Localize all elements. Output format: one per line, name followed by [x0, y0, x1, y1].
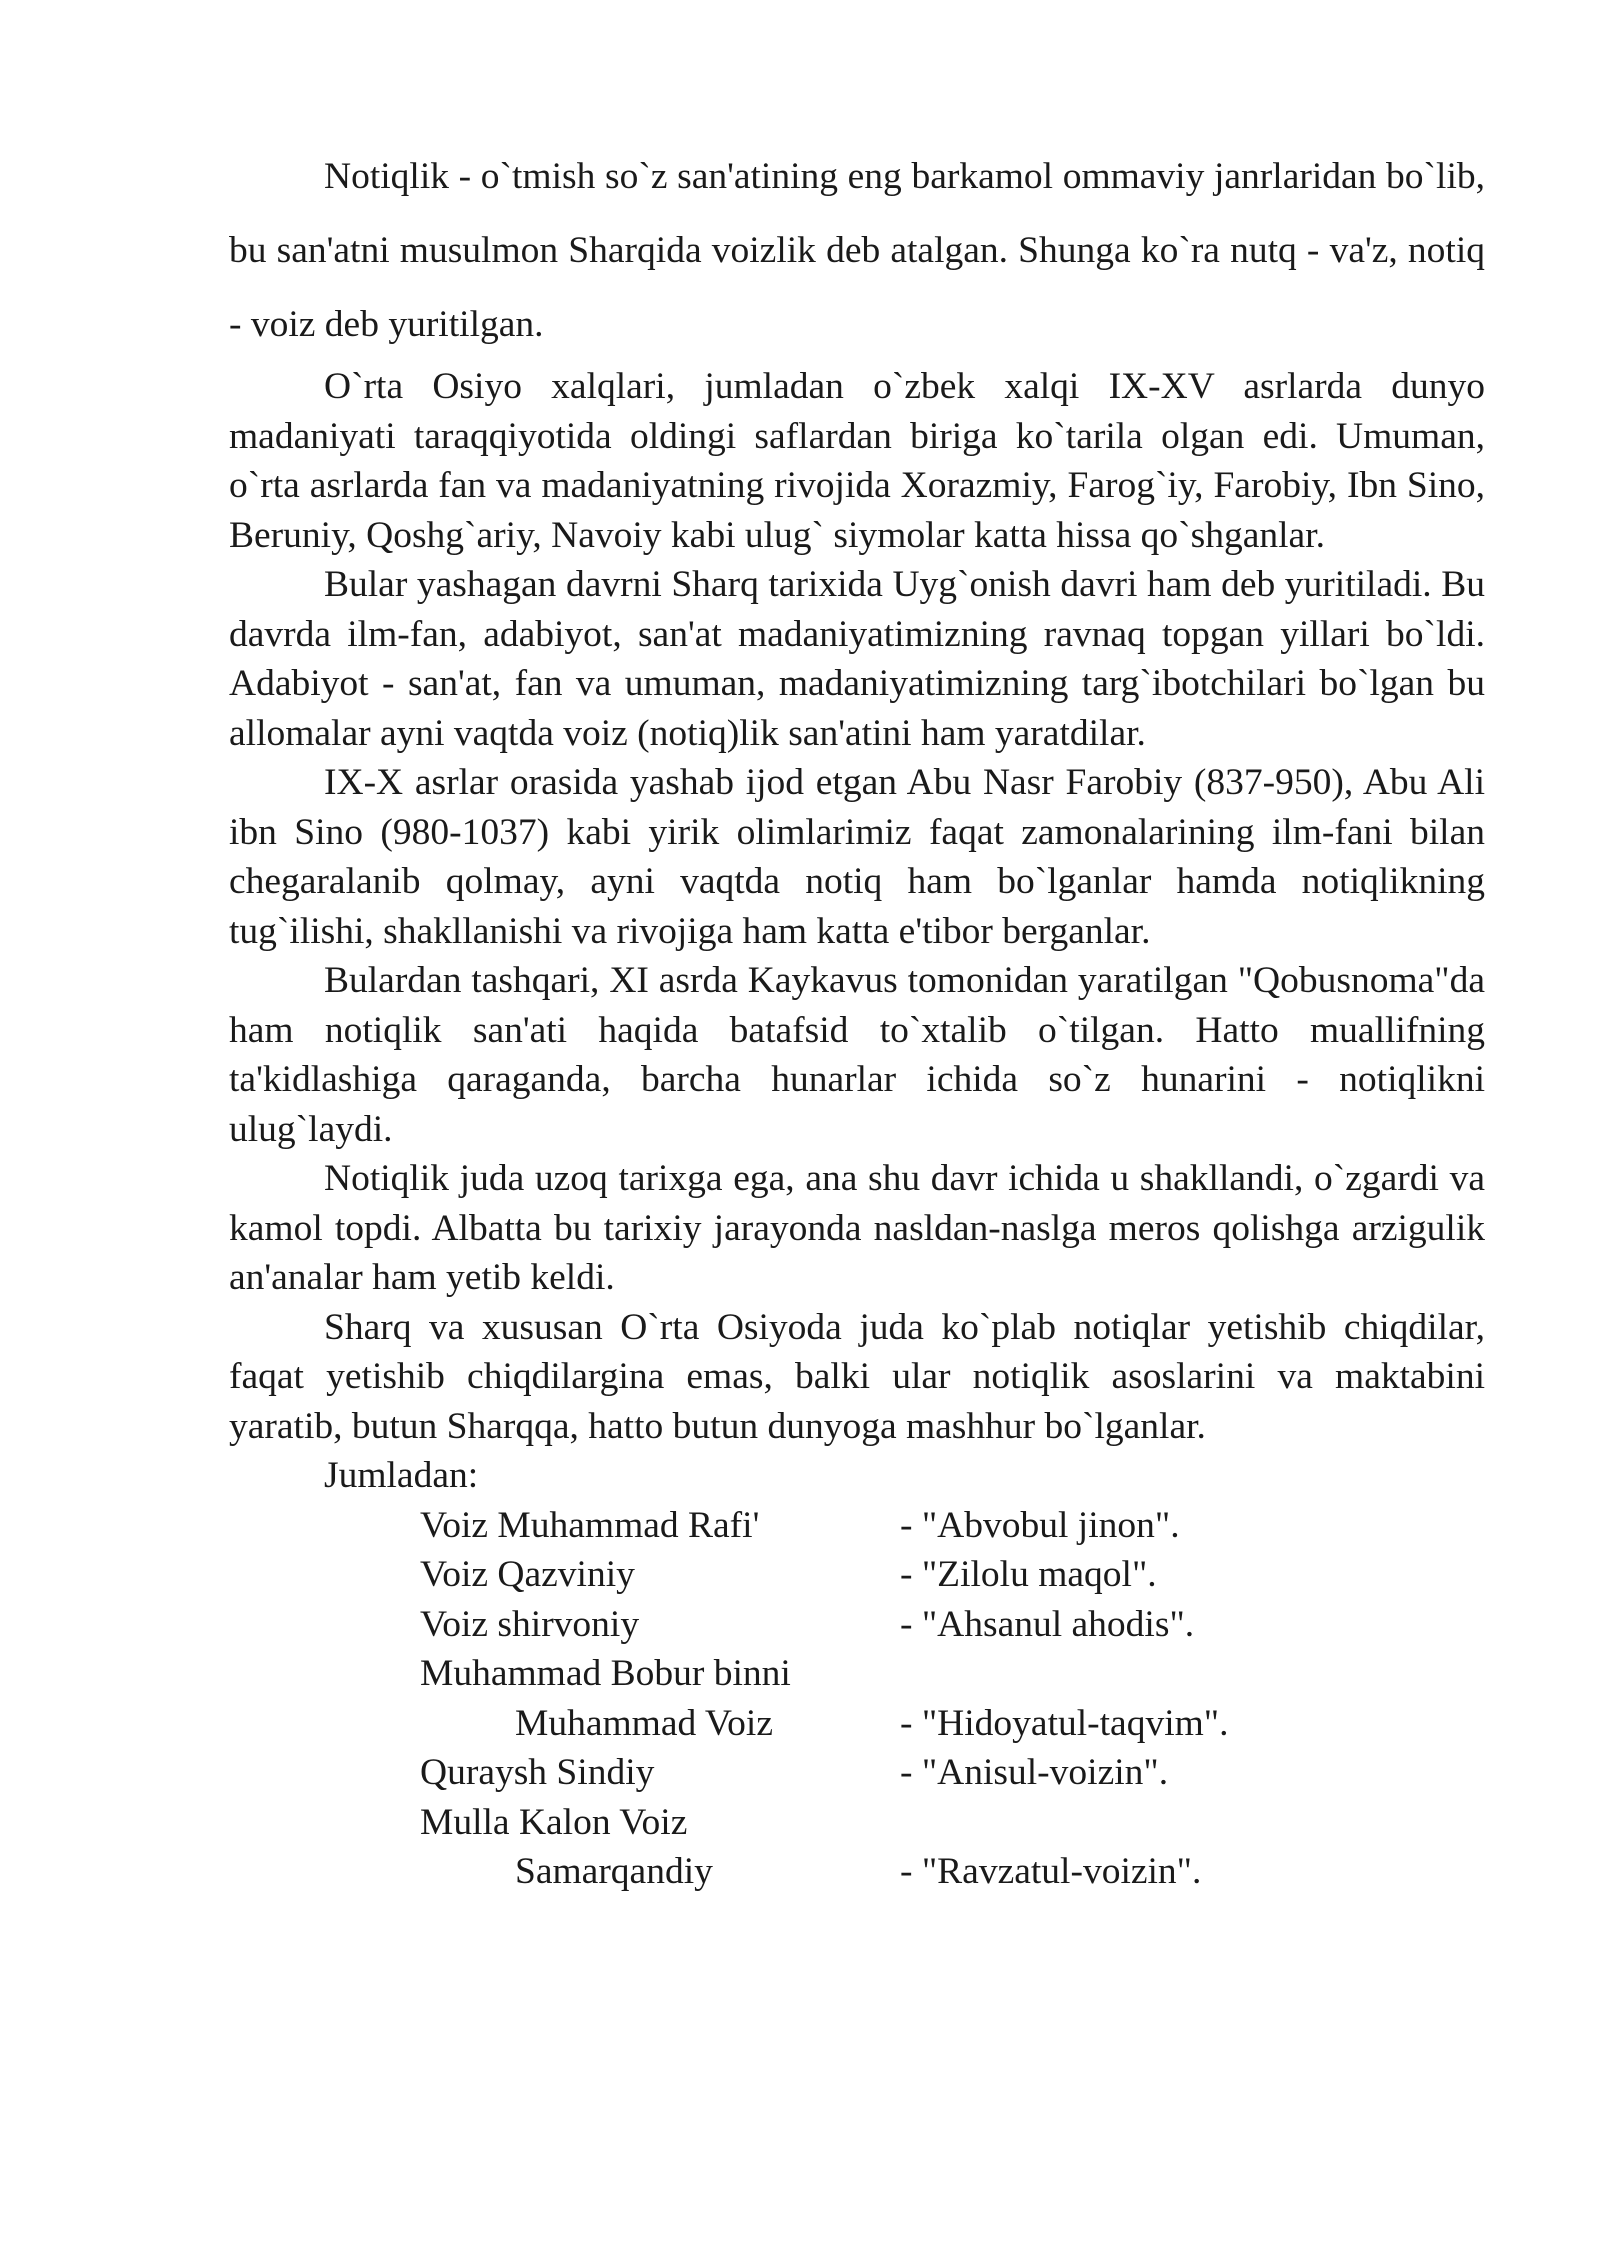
work-author: Voiz Qazviniy [420, 1554, 635, 1595]
list-intro: Jumladan: [324, 1455, 479, 1496]
paragraph-4: IX-X asrlar orasida yashab ijod etgan Abu Nasr Farobiy (837-950), Abu Ali ibn Sino (980-1037) kabi yirik olimlarimiz faqat zamonalarining ilm-fani bilan chegaralanib qolmay, ayni vaqtda notiq ham bo`lganlar hamda notiqlikning tug`ilishi, shakllanishi va rivojiga ham katta e'tibor berganlar. [229, 762, 1485, 952]
work-title: - "Anisul-voizin". [900, 1752, 1169, 1793]
work-row [420, 1699, 1320, 1749]
paragraph-6: Notiqlik juda uzoq tarixga ega, ana shu davr ichida u shakllandi, o`zgardi va kamol topdi. Albatta bu tarixiy jarayonda nasldan-naslga meros qolishga arzigulik an'analar ham yetib keldi. [229, 1158, 1485, 1298]
work-title: - "Ravzatul-voizin". [900, 1851, 1202, 1892]
work-row [420, 1501, 1320, 1551]
work-row [420, 1649, 1320, 1699]
work-author: Voiz shirvoniy [420, 1603, 640, 1645]
work-title: - "Abvobul jinon". [900, 1504, 1180, 1546]
work-row [420, 1798, 1320, 1848]
work-row [420, 1550, 1320, 1600]
work-author: Mulla Kalon Voiz [420, 1801, 688, 1843]
work-author: Muhammad Voiz [515, 1702, 773, 1744]
work-author: Muhammad Bobur binni [420, 1653, 791, 1694]
paragraph-5: Bulardan tashqari, XI asrda Kaykavus tomonidan yaratilgan "Qobusnoma"da ham notiqlik san'ati haqida batafsid to`xtalib o`tilgan. Hatto muallifning ta'kidlashiga qaraganda, barcha hunarlar ichida so`z hunarini - notiqlikni ulug`laydi. [229, 960, 1485, 1150]
work-author: Quraysh Sindiy [420, 1752, 655, 1793]
work-row [420, 1847, 1320, 1897]
work-author: Voiz Muhammad Rafi' [420, 1504, 760, 1546]
work-title: - "Ahsanul ahodis". [900, 1603, 1195, 1645]
document-page [229, 140, 1485, 1897]
paragraph-1: Notiqlik - o`tmish so`z san'atining eng barkamol ommaviy janrlaridan bo`lib, bu san'atni musulmon Sharqida voizlik deb atalgan. Shunga ko`ra nutq - va'z, notiq - voiz deb yuritilgan. [229, 156, 1485, 345]
work-title: - "Zilolu maqol". [900, 1554, 1157, 1595]
paragraph-2: O`rta Osiyo xalqlari, jumladan o`zbek xalqi IX-XV asrlarda dunyo madaniyati taraqqiyotida oldingi saflardan biriga ko`tarila olgan edi. Umuman, o`rta asrlarda fan va madaniyatning rivojida Xorazmiy, Farog`iy, Farobiy, Ibn Sino, Beruniy, Qoshg`ariy, Navoiy kabi ulug` siymolar katta hissa qo`shganlar. [229, 366, 1485, 556]
work-title: - "Hidoyatul-taqvim". [900, 1702, 1229, 1744]
paragraph-7: Sharq va xususan O`rta Osiyoda juda ko`plab notiqlar yetishib chiqdilar, faqat yetishib chiqdilargina emas, balki ular notiqlik asoslarini va maktabini yaratib, butun Sharqqa, hatto butun dunyoga mashhur bo`lganlar. [229, 1306, 1485, 1447]
work-author: Samarqandiy [515, 1851, 713, 1892]
works-list [420, 1501, 1320, 1897]
work-row [420, 1600, 1320, 1650]
work-row [420, 1748, 1320, 1798]
paragraph-3: Bular yashagan davrni Sharq tarixida Uyg`onish davri ham deb yuritiladi. Bu davrda ilm-fan, adabiyot, san'at madaniyatimizning ravnaq topgan yillari bo`ldi. Adabiyot - san'at, fan va umuman, madaniyatimizning targ`ibotchilari bo`lgan bu allomalar ayni vaqtda voiz (notiq)lik san'atini ham yaratdilar. [229, 564, 1485, 754]
